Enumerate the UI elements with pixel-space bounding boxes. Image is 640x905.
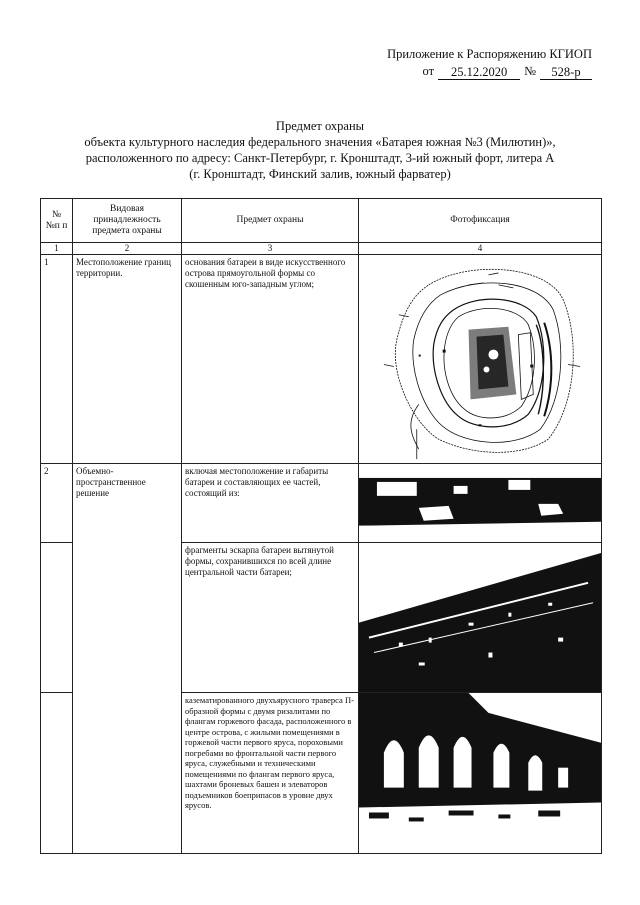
row-type: Местоположение границ территории.: [73, 255, 182, 464]
row-subject: фрагменты эскарпа батареи вытянутой формы, сохранившихся по всей длине центральной части батареи;: [182, 542, 359, 692]
title-line-4: (г. Кронштадт, Финский залив, южный фарватер): [189, 167, 451, 181]
battery-panorama-photo: [359, 464, 601, 542]
protection-subject-table: [40, 198, 602, 854]
row-number: 2: [41, 464, 73, 543]
from-label: от: [422, 64, 435, 78]
col-number-1: 1: [41, 243, 73, 255]
row-number: [41, 542, 73, 692]
title-line-2: объекта культурного наследия федерального значения «Батарея южная №3 (Милютин)»,: [84, 135, 556, 149]
title-line-3: расположенного по адресу: Санкт-Петербург, г. Кронштадт, 3-ий южный форт, литера А: [85, 151, 555, 165]
row-number: [41, 693, 73, 853]
col-number-2: 2: [73, 243, 182, 255]
row-subject: основания батареи в виде искусственного острова прямоугольной формы со скошенным юго-западным углом;: [182, 255, 359, 464]
col-number-4: 4: [359, 243, 602, 255]
escarp-wall-photo: [359, 543, 601, 692]
table-row: [41, 255, 602, 464]
order-number: 528-р: [540, 65, 592, 80]
row-type: Объемно-пространственное решение: [73, 464, 182, 853]
row-photo: [359, 255, 602, 464]
header-subject: Предмет охраны: [182, 199, 359, 243]
number-label: №: [524, 64, 536, 78]
header-number: № №п п: [41, 199, 73, 243]
appendix-header: [332, 46, 592, 80]
column-number-row: [41, 243, 602, 255]
row-photo: [359, 464, 602, 543]
title-line-1: Предмет охраны: [275, 119, 365, 133]
row-photo: [359, 542, 602, 692]
table-row: [41, 464, 602, 543]
casemate-ruins-photo: [359, 693, 601, 852]
row-number: 1: [41, 255, 73, 464]
header-photo: Фотофиксация: [359, 199, 602, 243]
order-date: 25.12.2020: [438, 65, 520, 80]
row-subject: казематированного двухъярусного траверса П-образной формы с двумя ризалитами по флангам горжевого фасада, расположенного в центре острова, с жилыми помещениями в горжевой части первого яруса, пороховыми погребами во фронтальной части первого яруса, служебными и техническими помещениями по флангам первого яруса, шахтами броневых башен и элеваторов подъемников боеприпасов в уровне двух ярусов.: [182, 693, 359, 853]
row-photo: [359, 693, 602, 853]
order-reference: [332, 63, 592, 80]
row-subject: включая местоположение и габариты батареи и составляющих ее частей, состоящий из:: [182, 464, 359, 543]
site-plan-drawing: [359, 255, 601, 463]
col-number-3: 3: [182, 243, 359, 255]
header-type: Видовая принадлежность предмета охраны: [73, 199, 182, 243]
appendix-title: Приложение к Распоряжению КГИОП: [387, 47, 592, 61]
document-title: [40, 118, 600, 182]
table-header-row: [41, 199, 602, 243]
